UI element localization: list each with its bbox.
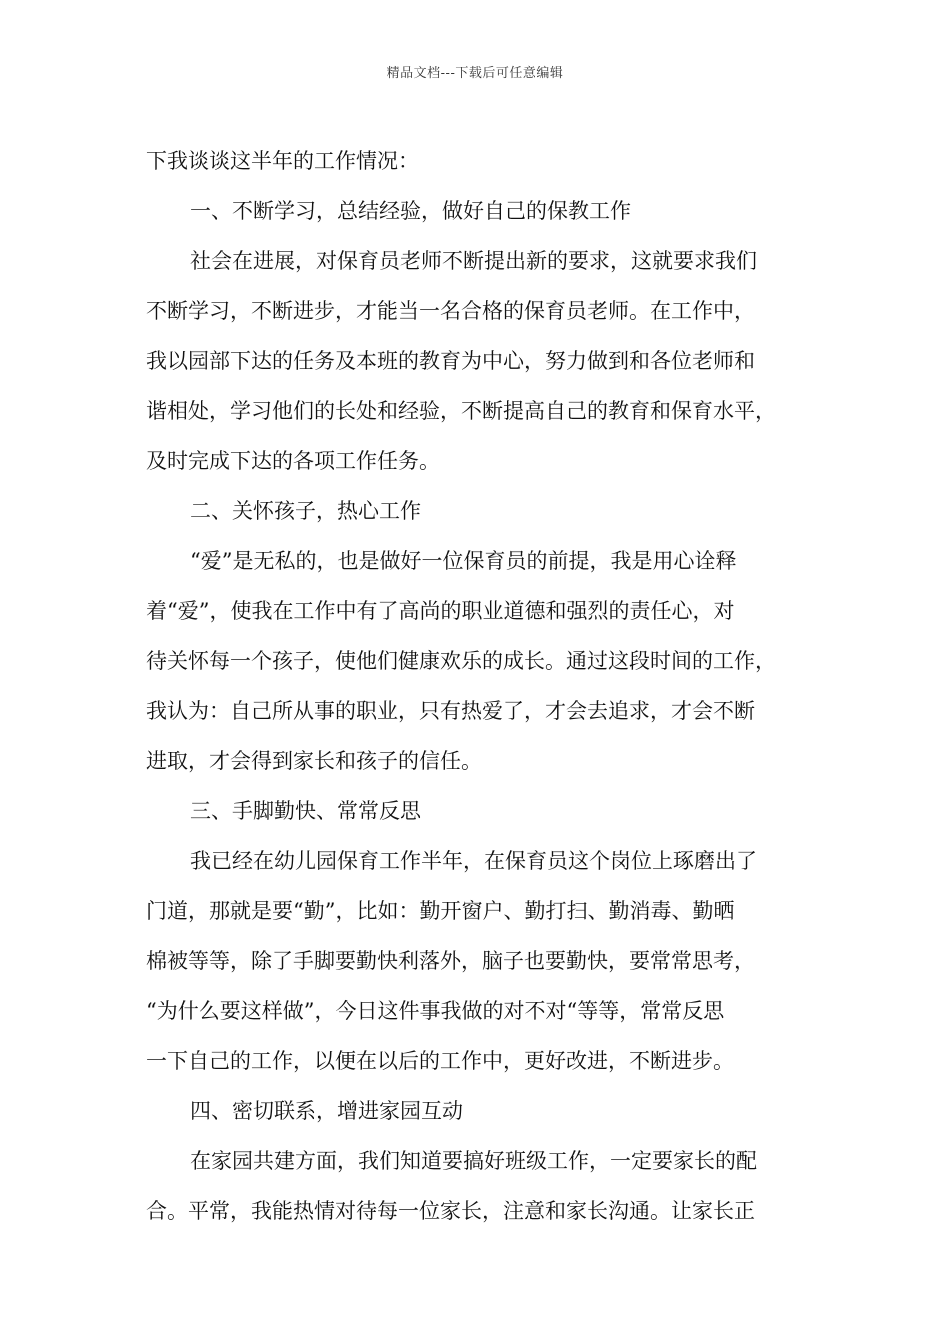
- text-line: “爱”是无私的，也是做好一位保育员的前提，我是用心诠释: [190, 549, 737, 573]
- text-line: 门道，那就是要“勤”，比如：勤开窗户、勤打扫、勤消毒、勤晒: [146, 899, 735, 923]
- text-line: 棉被等等，除了手脚要勤快利落外，脑子也要勤快，要常常思考，: [146, 949, 755, 973]
- text-line: 三、手脚勤快、常常反思: [190, 799, 421, 823]
- page-header: 精品文档---下载后可任意编辑: [386, 66, 564, 81]
- text-line: 待关怀每一个孩子，使他们健康欢乐的成长。通过这段时间的工作，: [146, 649, 776, 673]
- text-line: 四、密切联系，增进家园互动: [190, 1099, 463, 1123]
- text-line: “为什么要这样做”，今日这件事我做的对不对“等等，常常反思: [146, 999, 725, 1023]
- text-line: 我以园部下达的任务及本班的教育为中心，努力做到和各位老师和: [146, 349, 755, 373]
- text-line: 及时完成下达的各项工作任务。: [146, 449, 440, 473]
- text-line: 在家园共建方面，我们知道要搞好班级工作，一定要家长的配: [190, 1149, 757, 1173]
- text-line: 不断学习，不断进步，才能当一名合格的保育员老师。在工作中，: [146, 299, 755, 323]
- text-line: 着“爱”，使我在工作中有了高尚的职业道德和强烈的责任心，对: [146, 599, 735, 623]
- text-line: 一下自己的工作，以便在以后的工作中，更好改进，不断进步。: [146, 1049, 734, 1073]
- text-line: 二、关怀孩子，热心工作: [190, 499, 421, 523]
- text-line: 谐相处，学习他们的长处和经验，不断提高自己的教育和保育水平，: [146, 399, 776, 423]
- text-line: 社会在进展，对保育员老师不断提出新的要求，这就要求我们: [190, 249, 757, 273]
- text-line: 下我谈谈这半年的工作情况：: [146, 149, 419, 173]
- text-line: 我认为：自己所从事的职业，只有热爱了，才会去追求，才会不断: [146, 699, 755, 723]
- text-line: 我已经在幼儿园保育工作半年，在保育员这个岗位上琢磨出了: [190, 849, 757, 873]
- text-line: 进取，才会得到家长和孩子的信任。: [146, 749, 482, 773]
- text-line: 合。平常，我能热情对待每一位家长，注意和家长沟通。让家长正: [146, 1199, 755, 1223]
- body-text: [146, 136, 826, 1236]
- text-line: 一、不断学习，总结经验，做好自己的保教工作: [190, 199, 631, 223]
